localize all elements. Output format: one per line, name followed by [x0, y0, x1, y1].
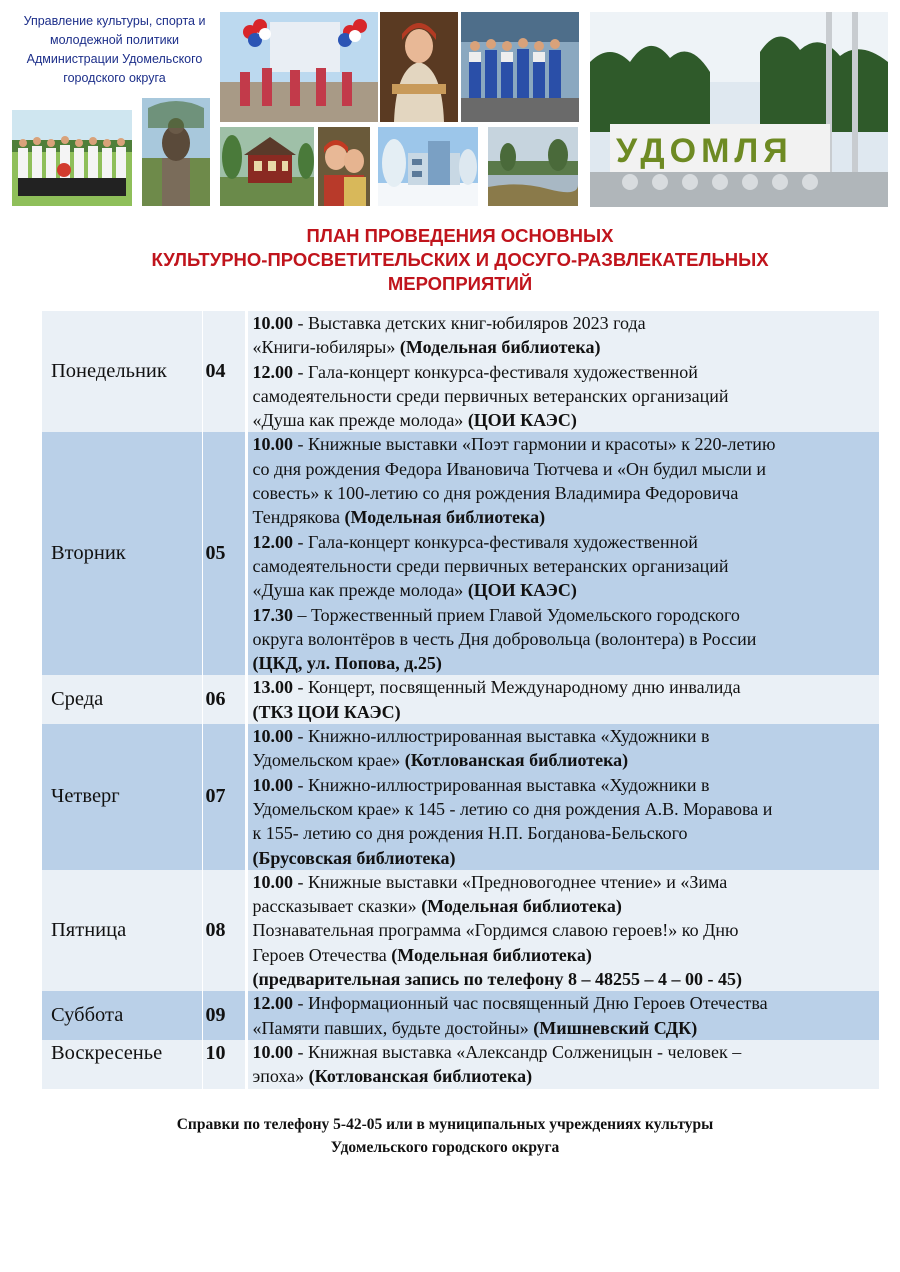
event-bold-text: (предварительная запись по телефону 8 – 48255 – 4 – 00 - 45) [252, 969, 742, 990]
event-line [253, 991, 876, 1015]
event-line [253, 432, 876, 456]
event-line [253, 360, 876, 384]
event-bold-text: (ЦОИ КАЭС) [467, 580, 577, 601]
event-text: - Книжные выставки «Предновогоднее чтение» и «Зима [293, 871, 728, 892]
event-bold-text: 12.00 [252, 993, 293, 1014]
event-text: Тендрякова [252, 507, 345, 528]
org-line: городского округа [63, 71, 166, 85]
event-details [246, 675, 879, 724]
event-line [253, 651, 876, 675]
event-bold-text: (Котлованская библиотека) [308, 1066, 533, 1087]
event-text: - Гала-концерт конкурса-фестиваля художественной [293, 531, 698, 552]
schedule-row [42, 311, 879, 432]
event-text: - Книжно-иллюстрированная выставка «Художники в [293, 726, 710, 747]
event-text: эпоха» [252, 1066, 309, 1087]
photo-city-sign [590, 12, 888, 207]
event-text: - Книжная выставка «Александр Солженицын - человек – [293, 1041, 742, 1062]
photo-choir [461, 12, 579, 122]
event-text: «Памяти павших, будьте достойны» [252, 1017, 534, 1038]
org-line: Управление культуры, спорта и [23, 14, 206, 28]
event-text: самодеятельности среди первичных ветеранских организаций [252, 385, 729, 406]
photo-youth-team [12, 110, 132, 206]
organization-name [12, 12, 217, 88]
photo-children-painting [318, 127, 370, 206]
day-date: 10 [202, 1040, 246, 1089]
org-line: Администрации Удомельского [26, 52, 203, 66]
title-line: КУЛЬТУРНО-ПРОСВЕТИТЕЛЬСКИХ И ДОСУГО-РАЗВЛЕКАТЕЛЬНЫХ [151, 249, 769, 270]
event-bold-text: 10.00 [252, 871, 293, 892]
event-text: к 155- летию со дня рождения Н.П. Богданова-Бельского [252, 823, 688, 844]
event-line [253, 943, 876, 967]
schedule-row [42, 432, 879, 675]
event-line [253, 700, 876, 724]
day-date: 09 [202, 991, 246, 1040]
day-name: Пятница [42, 870, 202, 991]
event-bold-text: (ТКЗ ЦОИ КАЭС) [252, 701, 401, 722]
event-line [253, 1040, 876, 1064]
event-line [253, 894, 876, 918]
footer-line: Удомельского городского округа [330, 1139, 560, 1156]
contact-footer [40, 1113, 850, 1159]
event-details [246, 991, 879, 1040]
event-text: округа волонтёров в честь Дня добровольца (волонтера) в России [252, 628, 757, 649]
event-text: «Душа как прежде молода» [252, 580, 468, 601]
event-text: Удомельском крае» к 145 - летию со дня рождения А.В. Моравова и [252, 798, 773, 819]
header-collage [10, 10, 890, 207]
event-bold-text: (Мишневский СДК) [533, 1017, 698, 1038]
event-text: - Выставка детских книг-юбиляров 2023 года [293, 313, 646, 333]
photo-painting-girl [380, 12, 458, 122]
photo-lake-landscape [488, 127, 578, 206]
event-text: Познавательная программа «Гордимся славою героев!» ко Дню [252, 920, 739, 941]
event-line [253, 384, 876, 408]
event-line [253, 748, 876, 772]
event-line [253, 457, 876, 481]
event-text: «Книги-юбиляры» [252, 337, 400, 358]
schedule-row [42, 1040, 879, 1089]
event-text: со дня рождения Федора Ивановича Тютчева и «Он будил мысли и [252, 458, 766, 479]
event-bold-text: (ЦОИ КАЭС) [467, 410, 577, 431]
event-line [253, 505, 876, 529]
event-bold-text: 10.00 [252, 726, 293, 747]
day-name: Воскресенье [42, 1040, 202, 1089]
event-bold-text: 13.00 [252, 677, 293, 698]
event-line [253, 408, 876, 432]
city-sign-text: УДОМЛЯ [616, 132, 793, 170]
photo-winter-building [378, 127, 478, 206]
title-line: ПЛАН ПРОВЕДЕНИЯ ОСНОВНЫХ [306, 225, 614, 246]
day-name: Вторник [42, 432, 202, 675]
day-name: Суббота [42, 991, 202, 1040]
event-bold-text: 12.00 [252, 361, 293, 382]
footer-line: Справки по телефону 5-42-05 или в муниципальных учреждениях культуры [176, 1116, 714, 1133]
event-details [246, 724, 879, 870]
org-line: молодежной политики [49, 33, 180, 47]
event-line [253, 311, 876, 335]
day-name: Понедельник [42, 311, 202, 432]
event-bold-text: 10.00 [252, 434, 293, 455]
event-line [253, 554, 876, 578]
day-name: Среда [42, 675, 202, 724]
event-line [253, 918, 876, 942]
event-text: «Душа как прежде молода» [252, 410, 468, 431]
event-text: - Гала-концерт конкурса-фестиваля художественной [293, 361, 698, 382]
schedule-table [42, 311, 879, 1089]
event-text: - Концерт, посвященный Международному дню инвалида [293, 677, 741, 698]
event-line [253, 603, 876, 627]
event-bold-text: 10.00 [252, 313, 293, 333]
title-line: МЕРОПРИЯТИЙ [387, 273, 533, 294]
event-line [253, 335, 876, 359]
event-line [253, 627, 876, 651]
event-line [253, 724, 876, 748]
schedule-row [42, 870, 879, 991]
event-text: Удомельском крае» [252, 750, 405, 771]
day-name: Четверг [42, 724, 202, 870]
event-bold-text: 10.00 [252, 1041, 293, 1062]
day-date: 06 [202, 675, 246, 724]
event-text: – Торжественный прием Главой Удомельского городского [293, 604, 740, 625]
event-line [253, 870, 876, 894]
photo-house-painting [220, 127, 314, 206]
event-details [246, 870, 879, 991]
day-date: 08 [202, 870, 246, 991]
event-text: - Книжные выставки «Поэт гармонии и красоты» к 220-летию [293, 434, 776, 455]
event-details [246, 432, 879, 675]
event-line [253, 675, 876, 699]
event-line [253, 481, 876, 505]
event-bold-text: 10.00 [252, 774, 293, 795]
event-text: - Информационный час посвященный Дню Героев Отечества [293, 993, 768, 1014]
event-details [246, 311, 879, 432]
event-line [253, 846, 876, 870]
event-text: рассказывает сказки» [252, 896, 422, 917]
event-line [253, 1016, 876, 1040]
event-bold-text: (Котлованская библиотека) [404, 750, 629, 771]
schedule-row [42, 675, 879, 724]
event-line [253, 797, 876, 821]
event-line [253, 821, 876, 845]
event-text: - Книжно-иллюстрированная выставка «Художники в [293, 774, 710, 795]
schedule-row [42, 724, 879, 870]
event-bold-text: (Модельная библиотека) [391, 944, 592, 965]
event-line [253, 1064, 876, 1088]
day-date: 04 [202, 311, 246, 432]
day-date: 05 [202, 432, 246, 675]
event-line [253, 578, 876, 602]
event-text: самодеятельности среди первичных ветеранских организаций [252, 555, 729, 576]
photo-festival-stage [220, 12, 378, 122]
event-line [253, 967, 876, 991]
event-bold-text: 17.30 [252, 604, 293, 625]
event-bold-text: (ЦКД, ул. Попова, д.25) [252, 653, 442, 674]
event-bold-text: 12.00 [252, 531, 293, 552]
event-bold-text: (Брусовская библиотека) [252, 847, 456, 868]
photo-monument [142, 98, 210, 206]
event-bold-text: (Модельная библиотека) [344, 507, 546, 528]
schedule-row [42, 991, 879, 1040]
day-date: 07 [202, 724, 246, 870]
event-bold-text: (Модельная библиотека) [399, 337, 601, 358]
event-bold-text: (Модельная библиотека) [421, 896, 622, 917]
event-details [246, 1040, 879, 1089]
event-line [253, 530, 876, 554]
plan-title [40, 224, 880, 296]
event-text: совесть» к 100-летию со дня рождения Владимира Федоровича [252, 483, 739, 504]
event-text: Героев Отечества [252, 944, 392, 965]
event-line [253, 773, 876, 797]
